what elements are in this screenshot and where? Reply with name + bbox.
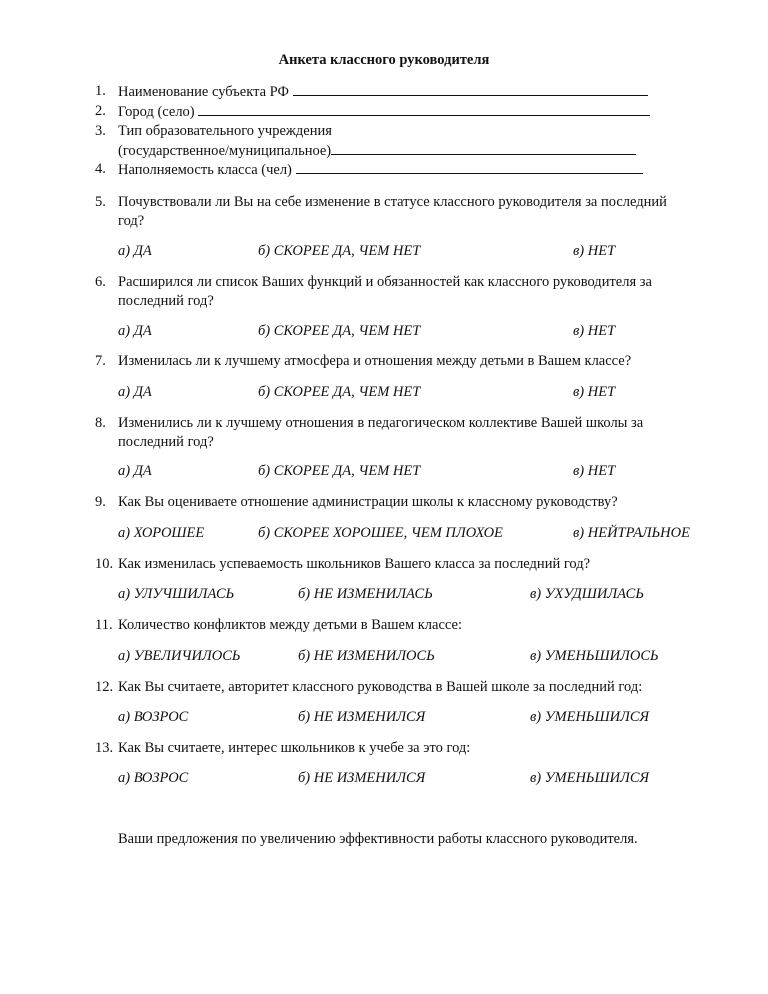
answer-option[interactable]: в) НЕТ bbox=[573, 323, 616, 339]
question-text: последний год? bbox=[118, 293, 214, 309]
question-number: 10. bbox=[95, 556, 114, 572]
answer-option[interactable]: а) ВОЗРОС bbox=[118, 709, 189, 725]
answer-option[interactable]: б) СКОРЕЕ ХОРОШЕЕ, ЧЕМ ПЛОХОЕ bbox=[258, 525, 503, 541]
question-text: Как изменилась успеваемость школьников Вашего класса за последний год? bbox=[118, 556, 591, 572]
answer-option[interactable]: б) НЕ ИЗМЕНИЛАСЬ bbox=[298, 586, 433, 602]
answer-option[interactable]: а) УВЕЛИЧИЛОСЬ bbox=[118, 648, 241, 664]
question-text: Количество конфликтов между детьми в Вашем классе: bbox=[118, 617, 462, 633]
blank-line bbox=[293, 83, 648, 96]
answer-option[interactable]: б) СКОРЕЕ ДА, ЧЕМ НЕТ bbox=[258, 463, 421, 479]
answer-option[interactable]: а) ВОЗРОС bbox=[118, 770, 189, 786]
answer-option[interactable]: б) НЕ ИЗМЕНИЛСЯ bbox=[298, 770, 426, 786]
answer-option[interactable]: в) УМЕНЬШИЛСЯ bbox=[530, 709, 650, 725]
answer-option[interactable]: в) НЕТ bbox=[573, 463, 616, 479]
question-text: Как Вы считаете, авторитет классного руководства в Вашей школе за последний год: bbox=[118, 679, 643, 695]
answer-option[interactable]: в) УМЕНЬШИЛСЯ bbox=[530, 770, 650, 786]
question-text: последний год? bbox=[118, 434, 214, 450]
field-label-school-type-hint: (государственное/муниципальное) bbox=[118, 142, 636, 160]
question-text: Как Вы считаете, интерес школьников к учебе за это год: bbox=[118, 740, 471, 756]
answer-option[interactable]: а) ДА bbox=[118, 323, 152, 339]
blank-line bbox=[331, 142, 636, 155]
blank-line bbox=[198, 103, 650, 116]
answer-option[interactable]: б) НЕ ИЗМЕНИЛСЯ bbox=[298, 709, 426, 725]
answer-option[interactable]: в) УХУДШИЛАСЬ bbox=[530, 586, 644, 602]
answer-option[interactable]: в) НЕЙТРАЛЬНОЕ bbox=[573, 525, 690, 541]
answer-option[interactable]: б) СКОРЕЕ ДА, ЧЕМ НЕТ bbox=[258, 384, 421, 400]
question-number: 12. bbox=[95, 679, 114, 695]
question-text: Изменилась ли к лучшему атмосфера и отношения между детьми в Вашем классе? bbox=[118, 353, 632, 369]
blank-line bbox=[296, 161, 643, 174]
field-label-school-type: Тип образовательного учреждения bbox=[118, 123, 332, 139]
question-number: 8. bbox=[95, 415, 106, 431]
answer-option[interactable]: а) ДА bbox=[118, 384, 152, 400]
answer-option[interactable]: б) НЕ ИЗМЕНИЛОСЬ bbox=[298, 648, 435, 664]
question-text: Как Вы оцениваете отношение администрации школы к классному руководству? bbox=[118, 494, 618, 510]
answer-option[interactable]: б) СКОРЕЕ ДА, ЧЕМ НЕТ bbox=[258, 243, 421, 259]
suggestions-prompt: Ваши предложения по увеличению эффективности работы классного руководителя. bbox=[118, 831, 638, 847]
item-number: 4. bbox=[95, 161, 106, 177]
answer-option[interactable]: в) НЕТ bbox=[573, 384, 616, 400]
page-title: Анкета классного руководителя bbox=[278, 52, 490, 68]
question-number: 7. bbox=[95, 353, 106, 369]
answer-option[interactable]: б) СКОРЕЕ ДА, ЧЕМ НЕТ bbox=[258, 323, 421, 339]
question-text: Почувствовали ли Вы на себе изменение в статусе классного руководителя за последний bbox=[118, 194, 667, 210]
field-label-city: Город (село) bbox=[118, 103, 650, 121]
answer-option[interactable]: а) ДА bbox=[118, 243, 152, 259]
answer-option[interactable]: а) ДА bbox=[118, 463, 152, 479]
answer-option[interactable]: а) ХОРОШЕЕ bbox=[118, 525, 205, 541]
question-text: Изменились ли к лучшему отношения в педагогическом коллективе Вашей школы за bbox=[118, 415, 644, 431]
question-number: 11. bbox=[95, 617, 113, 633]
question-text: Расширился ли список Ваших функций и обязанностей как классного руководителя за bbox=[118, 274, 652, 290]
question-text: год? bbox=[118, 213, 145, 229]
item-number: 2. bbox=[95, 103, 106, 119]
answer-option[interactable]: в) НЕТ bbox=[573, 243, 616, 259]
item-number: 3. bbox=[95, 123, 106, 139]
field-label-region: Наименование субъекта РФ bbox=[118, 83, 648, 101]
question-number: 6. bbox=[95, 274, 106, 290]
answer-option[interactable]: в) УМЕНЬШИЛОСЬ bbox=[530, 648, 659, 664]
answer-option[interactable]: а) УЛУЧШИЛАСЬ bbox=[118, 586, 235, 602]
question-number: 13. bbox=[95, 740, 114, 756]
field-label-class-size: Наполняемость класса (чел) bbox=[118, 161, 643, 179]
item-number: 1. bbox=[95, 83, 106, 99]
question-number: 5. bbox=[95, 194, 106, 210]
question-number: 9. bbox=[95, 494, 106, 510]
